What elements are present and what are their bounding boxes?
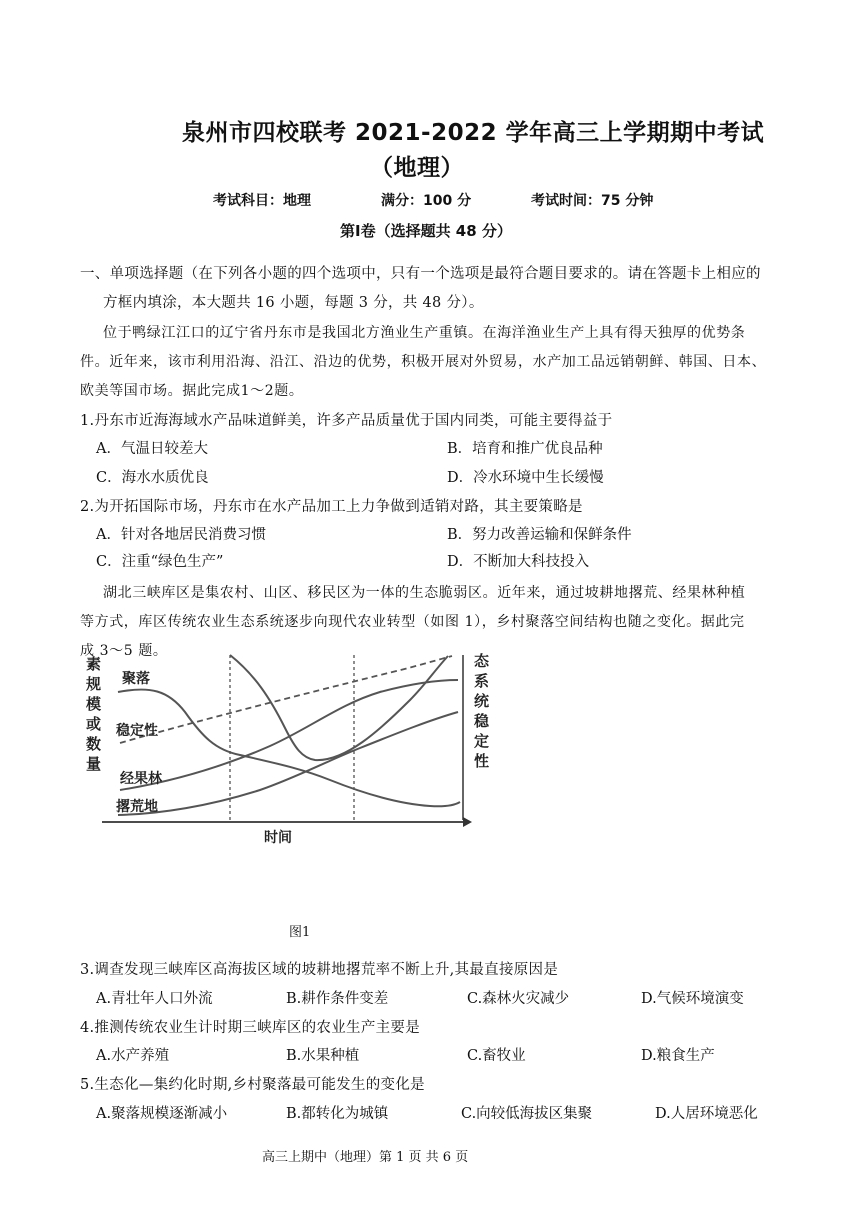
question-2-option-a: A．针对各地居民消费习惯 <box>96 527 266 543</box>
exam-subtitle: （地理） <box>370 155 464 181</box>
question-2-option-c: C．注重“绿色生产” <box>96 554 224 570</box>
question-1-option-d: D．冷水环境中生长缓慢 <box>447 470 604 486</box>
question-4-option-b: B.水果种植 <box>286 1048 360 1064</box>
question-1-stem: 1.丹东市近海海域水产品味道鲜美，许多产品质量优于国内同类，可能主要得益于 <box>80 413 613 429</box>
question-4-stem: 4.推测传统农业生计时期三峡库区的农业生产主要是 <box>80 1020 421 1036</box>
question-4-option-a: A.水产养殖 <box>96 1048 170 1064</box>
exam-subject: 考试科目：地理 <box>213 193 311 209</box>
x-axis-label: 时间 <box>264 830 292 846</box>
abandoned-land-curve <box>118 712 458 815</box>
curve-label-abandoned-land: 撂荒地 <box>116 799 158 815</box>
passage-2-line-1: 湖北三峡库区是集农村、山区、移民区为一体的生态脆弱区。近年来，通过坡耕地撂荒、经果林种植 <box>103 585 746 601</box>
page-footer: 高三上期中（地理）第 1 页 共 6 页 <box>262 1150 469 1165</box>
passage-1-line-3: 欧美等国市场。据此完成1～2题。 <box>80 383 304 399</box>
question-5-option-d: D.人居环境恶化 <box>655 1106 758 1122</box>
figure-1-caption: 图1 <box>289 925 311 940</box>
curve-label-settlement: 聚落 <box>122 671 150 687</box>
question-5-option-a: A.聚落规模逐渐减小 <box>96 1106 228 1122</box>
question-1-option-a: A．气温日较差大 <box>96 441 208 457</box>
steep-curve <box>230 655 448 760</box>
question-3-option-d: D.气候环境演变 <box>641 991 744 1007</box>
question-2-stem: 2.为开拓国际市场，丹东市在水产品加工上力争做到适销对路，其主要策略是 <box>80 499 583 515</box>
question-4-option-c: C.畜牧业 <box>467 1048 526 1064</box>
instructions-line-2: 方框内填涂，本大题共 16 小题，每题 3 分，共 48 分）。 <box>103 295 484 311</box>
exam-time: 考试时间：75 分钟 <box>531 193 654 209</box>
question-5-option-b: B.都转化为城镇 <box>286 1106 389 1122</box>
question-3-option-c: C.森林火灾减少 <box>467 991 570 1007</box>
passage-1-line-2: 件。近年来，该市利用沿海、沿江、沿边的优势，积极开展对外贸易，水产加工品远销朝鲜、韩国、日本、 <box>80 354 767 370</box>
right-axis-label: 态系统 稳定性 <box>474 652 490 770</box>
exam-title: 泉州市四校联考 2021-2022 学年高三上学期期中考试 <box>182 120 765 146</box>
exam-score: 满分：100 分 <box>381 193 472 209</box>
instructions-line-1: 一、单项选择题（在下列各小题的四个选项中，只有一个选项是最符合题目要求的。请在答题卡上相应的 <box>80 266 761 282</box>
question-5-stem: 5.生态化—集约化时期,乡村聚落最可能发生的变化是 <box>80 1077 425 1093</box>
question-1-option-c: C．海水水质优良 <box>96 470 209 486</box>
left-axis-label: 素规模 或数量 <box>86 655 102 773</box>
x-axis-arrow <box>463 817 472 827</box>
question-5-option-c: C.向较低海拔区集聚 <box>461 1106 593 1122</box>
question-3-stem: 3.调查发现三峡库区高海拔区域的坡耕地撂荒率不断上升,其最直接原因是 <box>80 962 559 978</box>
question-3-option-b: B.耕作条件变差 <box>286 991 389 1007</box>
section-heading: 第Ⅰ卷（选择题共 48 分） <box>340 222 512 240</box>
question-2-option-b: B．努力改善运输和保鲜条件 <box>447 527 632 543</box>
question-4-option-d: D.粮食生产 <box>641 1048 715 1064</box>
question-2-option-d: D．不断加大科技投入 <box>447 554 590 570</box>
settlement-curve <box>118 689 460 806</box>
passage-2-line-2: 等方式，库区传统农业生态系统逐步向现代农业转型（如图 1），乡村聚落空间结构也随之变化。据此完 <box>80 614 745 630</box>
passage-1-line-1: 位于鸭绿江江口的辽宁省丹东市是我国北方渔业生产重镇。在海洋渔业生产上具有得天独厚的优势条 <box>103 325 746 341</box>
question-1-option-b: B．培育和推广优良品种 <box>447 441 603 457</box>
curve-label-stability: 稳定性 <box>116 723 158 739</box>
question-3-option-a: A.青壮年人口外流 <box>96 991 213 1007</box>
passage-2-line-3: 成 3～5 题。 <box>80 643 168 659</box>
figure-1-diagram <box>80 650 500 850</box>
curve-label-orchard: 经果林 <box>120 771 162 787</box>
